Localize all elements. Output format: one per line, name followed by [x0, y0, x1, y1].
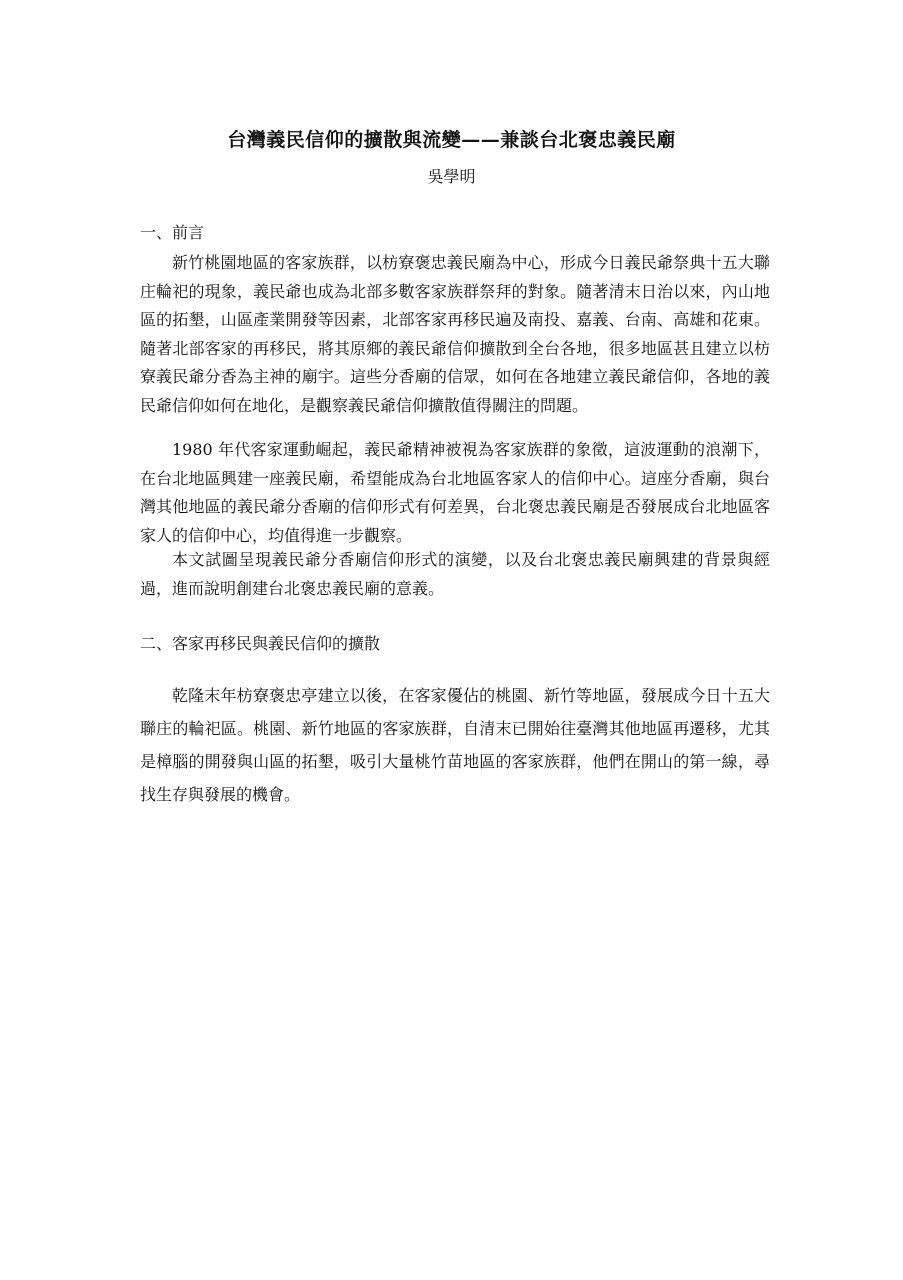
intro-paragraph-1: 新竹桃園地區的客家族群，以枋寮褒忠義民廟為中心，形成今日義民爺祭典十五大聯庄輪祀的現象，義民爺也成為北部多數客家族群祭拜的對象。隨著清末日治以來，內山地區的拓墾，山區產業開發等因素，北部客家再移民遍及南投、嘉義、台南、高雄和花東。隨著北部客家的再移民，將其原鄉的義民爺信仰擴散到全台各地，很多地區甚且建立以枋寮義民爺分香為主神的廟宇。這些分香廟的信眾，如何在各地建立義民爺信仰，各地的義民爺信仰如何在地化，是觀察義民爺信仰擴散值得關注的問題。 — [140, 253, 770, 415]
intro-paragraph-2: 1980 年代客家運動崛起，義民爺精神被視為客家族群的象徵，這波運動的浪潮下，在台北地區興建一座義民廟，希望能成為台北地區客家人的信仰中心。這座分香廟，與台灣其他地區的義民爺分香廟的信仰形式有何差異，台北褒忠義民廟是否發展成台北地區客家人的信仰中心，均值得進一步觀察。 — [140, 440, 770, 545]
migration-paragraph-1: 乾隆末年枋寮褒忠亭建立以後，在客家優佔的桃園、新竹等地區，發展成今日十五大聯庄的輪祀區。桃園、新竹地區的客家族群，自清末已開始往臺灣其他地區再遷移，尤其是樟腦的開發與山區的拓墾，吸引大量桃竹苗地區的客家族群，他們在開山的第一線，尋找生存與發展的機會。 — [140, 686, 770, 804]
document-author: 吳學明 — [427, 167, 476, 186]
intro-paragraph-3: 本文試圖呈現義民爺分香廟信仰形式的演變，以及台北褒忠義民廟興建的背景與經過，進而說明創建台北褒忠義民廟的意義。 — [140, 550, 770, 598]
section-heading-migration: 二、客家再移民與義民信仰的擴散 — [140, 634, 381, 653]
section-heading-introduction: 一、前言 — [140, 223, 205, 242]
document-title: 台灣義民信仰的擴散與流變——兼談台北褒忠義民廟 — [227, 129, 676, 151]
